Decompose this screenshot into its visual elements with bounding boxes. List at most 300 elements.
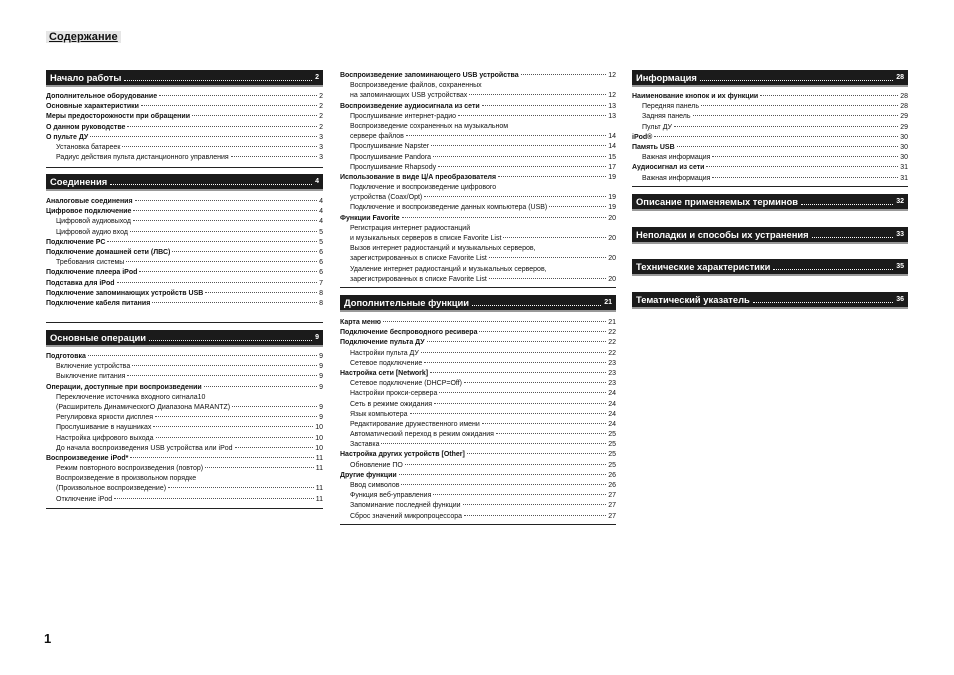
toc-entry-title: Регистрация интернет радиостанций: [350, 224, 471, 232]
toc-entry[interactable]: [46, 444, 323, 454]
section-title: Начало работы: [50, 72, 122, 83]
toc-entry-title: Прослушивание Rhapsody: [350, 163, 437, 171]
toc-entry-title: Воспроизведение iPod*: [46, 454, 129, 462]
dot-leader: [701, 105, 898, 106]
toc-entry[interactable]: [632, 92, 908, 102]
section-title: Неполадки и способы их устранения: [636, 229, 809, 240]
toc-entry-page: 10: [315, 444, 323, 452]
toc-entry[interactable]: [340, 328, 616, 338]
toc-entry-page: 27: [608, 502, 616, 510]
dot-leader: [127, 126, 317, 127]
toc-entry[interactable]: [340, 254, 616, 264]
toc-entry-title: Другие функции: [340, 471, 397, 479]
toc-entry[interactable]: [340, 91, 616, 101]
toc-entry[interactable]: [340, 244, 616, 254]
toc-entry-title: Задняя панель: [642, 113, 691, 121]
toc-entry-page: 3: [319, 133, 323, 141]
toc-entry[interactable]: [46, 112, 323, 122]
toc-entry-page: 12: [608, 72, 616, 79]
toc-entry[interactable]: [46, 197, 323, 207]
section-page: 36: [896, 296, 904, 303]
section-title: Основные операции: [50, 332, 146, 343]
dot-leader: [482, 105, 606, 106]
toc-entry-title: Подключение плеера iPod: [46, 269, 138, 277]
toc-entry[interactable]: [340, 275, 616, 285]
toc-entry-page: 9: [319, 403, 323, 411]
toc-entry-title: Отключение iPod: [56, 495, 113, 503]
toc-entry-page: 5: [319, 238, 323, 246]
toc-entry[interactable]: [340, 338, 616, 348]
section-page: 28: [896, 74, 904, 81]
toc-list-connections: [46, 197, 323, 309]
toc-entry[interactable]: [632, 163, 908, 173]
toc-entry[interactable]: [340, 71, 616, 81]
toc-entry-title: Цифровой аудио вход: [56, 228, 128, 236]
toc-entry[interactable]: [340, 81, 616, 91]
toc-entry-page: 12: [608, 92, 616, 100]
toc-entry[interactable]: [46, 372, 323, 382]
toc-entry[interactable]: [46, 92, 323, 102]
dot-leader: [153, 426, 313, 427]
dot-leader: [712, 177, 898, 178]
toc-entry-page: 10: [315, 434, 323, 442]
toc-entry-title: Функция веб-управления: [350, 492, 432, 500]
toc-entry-title: Функции Favorite: [340, 214, 400, 222]
section-basic-operations[interactable]: [46, 330, 323, 347]
toc-list-playback: [340, 71, 616, 285]
toc-entry[interactable]: [46, 352, 323, 362]
toc-entry[interactable]: [340, 461, 616, 471]
toc-entry-page: 8: [319, 299, 323, 307]
toc-entry-title: Настройка других устройств [Other]: [340, 451, 465, 459]
toc-entry-title: сервере файлов: [350, 133, 404, 141]
toc-entry-page: 27: [608, 512, 616, 520]
toc-entry-title: Подключение кабеля питания: [46, 299, 151, 307]
dot-leader: [383, 321, 606, 322]
toc-entry[interactable]: [46, 423, 323, 433]
toc-entry-title: Подключение домашней сети (ЛВС): [46, 248, 171, 256]
section-troubleshooting[interactable]: [632, 227, 908, 244]
divider: [46, 167, 323, 168]
divider: [340, 287, 616, 288]
toc-entry[interactable]: [46, 238, 323, 248]
toc-entry-page: 23: [608, 359, 616, 367]
toc-entry-title: Подготовка: [46, 353, 86, 360]
toc-entry[interactable]: [340, 183, 616, 193]
toc-entry[interactable]: [46, 153, 323, 163]
toc-entry[interactable]: [46, 434, 323, 444]
toc-entry-page: 23: [608, 369, 616, 377]
toc-entry-title: Подключение пульта ДУ: [340, 339, 425, 347]
dot-leader: [204, 386, 317, 387]
toc-entry[interactable]: [46, 464, 323, 474]
toc-entry[interactable]: [340, 142, 616, 152]
section-page: 32: [896, 198, 904, 205]
toc-entry-page: 11: [315, 465, 323, 473]
toc-entry-page: 24: [608, 420, 616, 428]
toc-entry[interactable]: [46, 299, 323, 309]
toc-entry-page: 9: [319, 363, 323, 371]
toc-entry-page: 24: [608, 390, 616, 398]
toc-entry-title: Заставка: [350, 441, 380, 449]
dot-leader: [482, 423, 606, 424]
dot-leader: [479, 331, 606, 332]
dot-leader: [401, 484, 606, 485]
toc-entry-page: 20: [608, 235, 616, 242]
toc-list-information: [632, 92, 908, 184]
toc-entry[interactable]: [340, 410, 616, 420]
toc-entry[interactable]: [632, 174, 908, 184]
toc-entry-title: Регулировка яркости дисплея: [56, 414, 154, 422]
toc-entry-title: Прослушивание Pandora: [350, 153, 432, 161]
toc-entry[interactable]: [46, 362, 323, 372]
toc-entry[interactable]: [340, 163, 616, 173]
dot-leader: [489, 278, 606, 279]
toc-entry-title: Использование в виде Ц/А преобразователя: [340, 173, 497, 181]
dot-leader: [469, 94, 606, 95]
toc-entry[interactable]: [46, 484, 323, 494]
dot-leader: [693, 115, 899, 116]
toc-entry[interactable]: [340, 420, 616, 430]
toc-entry-title: Ввод символов: [350, 482, 400, 489]
toc-entry-page: 28: [900, 103, 908, 111]
toc-entry-page: 15: [608, 153, 616, 161]
toc-entry[interactable]: [340, 430, 616, 440]
toc-entry-title: (Произвольное воспроизведение): [56, 485, 167, 493]
toc-entry[interactable]: [46, 143, 323, 153]
toc-entry[interactable]: [46, 289, 323, 299]
toc-entry-title: Переключение источника входного сигнала10: [56, 393, 206, 401]
toc-entry[interactable]: [340, 224, 616, 234]
toc-entry[interactable]: [46, 495, 323, 505]
section-page: 4: [315, 178, 319, 185]
toc-entry[interactable]: [46, 403, 323, 413]
toc-entry-page: 25: [608, 431, 616, 439]
toc-entry-title: Аудиосигнал из сети: [632, 164, 705, 172]
dot-leader: [677, 146, 899, 147]
section-title: Описание применяемых терминов: [636, 196, 799, 207]
toc-entry[interactable]: [340, 112, 616, 122]
toc-entry-page: 11: [315, 485, 323, 493]
toc-entry-page: 27: [608, 492, 616, 500]
toc-entry-title: Воспроизведение аудиосигнала из сети: [340, 102, 480, 110]
toc-entry-title: Прослушивание Napster: [350, 143, 430, 151]
toc-entry-page: 13: [608, 102, 616, 110]
toc-entry[interactable]: [340, 379, 616, 389]
dot-leader: [463, 504, 607, 505]
toc-entry[interactable]: [340, 491, 616, 501]
dot-leader: [88, 355, 317, 356]
toc-entry[interactable]: [340, 318, 616, 328]
toc-entry-title: Подключение беспроводного ресивера: [340, 329, 478, 337]
dot-leader: [117, 282, 318, 283]
dot-leader: [156, 437, 314, 438]
dot-leader: [489, 257, 606, 258]
toc-entry[interactable]: [340, 369, 616, 379]
dot-leader: [141, 105, 317, 106]
dot-leader: [405, 464, 606, 465]
toc-entry-title: Операции, доступные при воспроизведении: [46, 383, 202, 391]
toc-entry[interactable]: [340, 122, 616, 132]
section-title: Дополнительные функции: [344, 297, 470, 308]
toc-entry[interactable]: [340, 359, 616, 369]
toc-entry-page: 24: [608, 400, 616, 408]
dot-leader: [122, 146, 317, 147]
dot-leader: [192, 115, 317, 116]
toc-entry-page: 3: [319, 143, 323, 151]
toc-entry-title: Требования системы: [56, 259, 125, 267]
toc-entry[interactable]: [46, 454, 323, 464]
toc-entry[interactable]: [632, 123, 908, 133]
toc-entry-title: Настройки пульта ДУ: [350, 349, 419, 357]
toc-entry-title: зарегистрированных в списке Favorite List: [350, 255, 487, 263]
toc-entry[interactable]: [340, 102, 616, 112]
toc-entry[interactable]: [340, 481, 616, 491]
toc-entry-page: 26: [608, 482, 616, 489]
toc-entry[interactable]: [46, 268, 323, 278]
toc-entry-title: Подключение запоминающих устройств USB: [46, 289, 204, 297]
toc-entry-page: 4: [319, 218, 323, 226]
section-connections[interactable]: [46, 174, 323, 191]
toc-entry[interactable]: [340, 450, 616, 460]
dot-leader: [402, 217, 607, 218]
dot-leader: [381, 443, 606, 444]
toc-entry[interactable]: [46, 228, 323, 238]
section-title: Тематический указатель: [636, 294, 750, 305]
dot-leader: [135, 200, 318, 201]
dot-leader: [467, 453, 606, 454]
toc-entry-page: 5: [319, 228, 323, 236]
toc-entry-page: 6: [319, 248, 323, 256]
toc-entry[interactable]: [632, 133, 908, 143]
toc-entry-title: Важная информация: [642, 174, 711, 182]
toc-entry-page: 8: [319, 289, 323, 297]
dot-leader: [133, 220, 317, 221]
toc-entry-page: 2: [319, 113, 323, 121]
toc-entry-page: 9: [319, 353, 323, 360]
dot-leader: [430, 372, 606, 373]
toc-entry[interactable]: [340, 265, 616, 275]
toc-entry-page: 2: [319, 93, 323, 100]
section-glossary[interactable]: [632, 194, 908, 211]
toc-entry-title: Передняя панель: [642, 103, 699, 111]
toc-entry[interactable]: [46, 258, 323, 268]
dot-leader: [498, 176, 606, 177]
section-getting-started[interactable]: [46, 70, 323, 87]
dot-leader: [107, 241, 317, 242]
toc-entry-page: 22: [608, 339, 616, 347]
toc-entry-title: Язык компьютера: [350, 410, 408, 418]
toc-entry-page: 17: [608, 163, 616, 171]
toc-entry-page: 19: [608, 204, 616, 212]
section-title: Технические характеристики: [636, 261, 771, 272]
toc-entry[interactable]: [46, 133, 323, 143]
toc-entry-page: 19: [608, 173, 616, 181]
dot-leader: [712, 156, 898, 157]
dot-leader: [464, 515, 606, 516]
dot-leader: [127, 375, 317, 376]
dot-leader: [760, 95, 898, 96]
toc-entry-title: устройства (Coax/Opt): [350, 194, 423, 202]
toc-entry-title: Память USB: [632, 143, 675, 151]
toc-entry[interactable]: [632, 102, 908, 112]
dot-leader: [235, 447, 314, 448]
dot-leader: [424, 362, 606, 363]
section-additional-functions[interactable]: [340, 295, 616, 312]
toc-entry[interactable]: [340, 193, 616, 203]
dot-leader: [205, 292, 317, 293]
toc-entry-title: Аналоговые соединения: [46, 198, 133, 205]
section-page: 35: [896, 263, 904, 270]
dot-leader: [427, 341, 607, 342]
dot-leader: [231, 156, 317, 157]
dot-leader: [159, 95, 317, 96]
toc-entry-page: 22: [608, 329, 616, 337]
section-title: Информация: [636, 72, 697, 83]
toc-entry-page: 24: [608, 410, 616, 418]
toc-entry[interactable]: [340, 471, 616, 481]
toc-entry-page: 7: [319, 279, 323, 287]
toc-entry-title: Сетевое подключение: [350, 359, 423, 367]
dot-leader: [706, 166, 898, 167]
toc-entry[interactable]: [340, 203, 616, 213]
toc-entry-page: 30: [900, 133, 908, 141]
toc-entry-title: зарегистрированных в списке Favorite List: [350, 275, 487, 283]
dot-leader: [132, 365, 317, 366]
toc-entry-page: 11: [315, 454, 323, 462]
dot-leader: [90, 136, 317, 137]
section-information[interactable]: [632, 70, 908, 87]
dot-leader: [458, 115, 606, 116]
dot-leader: [130, 457, 313, 458]
toc-entry-page: 6: [319, 259, 323, 267]
toc-entry-title: О данном руководстве: [46, 123, 126, 131]
toc-entry-page: 10: [315, 424, 323, 432]
toc-entry-page: 29: [900, 113, 908, 121]
dot-leader: [399, 474, 607, 475]
toc-entry[interactable]: [340, 440, 616, 450]
toc-entry-title: Воспроизведение в произвольном порядке: [56, 475, 197, 483]
dot-leader: [433, 494, 606, 495]
toc-entry[interactable]: [340, 349, 616, 359]
dot-leader: [232, 406, 317, 407]
toc-entry-title: Вызов интернет радиостанций и музыкальных серверов,: [350, 245, 536, 253]
dot-leader: [130, 231, 317, 232]
section-page: 2: [315, 74, 319, 81]
toc-entry[interactable]: [46, 207, 323, 217]
toc-entry-page: 20: [608, 214, 616, 222]
toc-entry-title: Воспроизведение сохраненных на музыкальном: [350, 122, 509, 130]
toc-entry[interactable]: [46, 383, 323, 393]
dot-leader: [126, 261, 317, 262]
toc-entry-title: Выключение питания: [56, 373, 126, 381]
toc-entry-page: 6: [319, 269, 323, 277]
toc-entry[interactable]: [340, 153, 616, 163]
dot-leader: [549, 206, 606, 207]
dot-leader: [503, 237, 606, 238]
section-index[interactable]: [632, 292, 908, 309]
toc-entry[interactable]: [340, 214, 616, 224]
toc-entry[interactable]: [46, 413, 323, 423]
toc-entry[interactable]: [46, 393, 323, 403]
toc-entry-title: Настройка цифрового выхода: [56, 434, 154, 442]
dot-leader: [654, 136, 898, 137]
toc-entry-title: Воспроизведение файлов, сохраненных: [350, 82, 482, 90]
dot-leader: [168, 487, 314, 488]
page-number: 1: [44, 631, 52, 646]
toc-entry-page: 4: [319, 208, 323, 216]
section-page: 33: [896, 231, 904, 238]
toc-entry-page: 4: [319, 198, 323, 205]
toc-entry-title: Автоматический переход в режим ожидания: [350, 431, 494, 439]
toc-entry[interactable]: [340, 132, 616, 142]
toc-entry-title: Сеть в режиме ожидания: [350, 400, 433, 408]
toc-entry[interactable]: [340, 389, 616, 399]
divider: [340, 524, 616, 525]
toc-entry[interactable]: [340, 501, 616, 511]
toc-entry-page: 14: [608, 133, 616, 141]
toc-entry[interactable]: [632, 112, 908, 122]
toc-entry-title: Карта меню: [340, 319, 381, 326]
dot-leader: [424, 196, 606, 197]
toc-entry[interactable]: [632, 153, 908, 163]
toc-entry[interactable]: [46, 123, 323, 133]
toc-entry[interactable]: [46, 217, 323, 227]
section-specifications[interactable]: [632, 259, 908, 276]
toc-entry[interactable]: [340, 400, 616, 410]
toc-entry[interactable]: [46, 248, 323, 258]
toc-entry-page: 2: [319, 123, 323, 131]
toc-entry-page: 19: [608, 194, 616, 202]
dot-leader: [521, 74, 607, 75]
divider: [46, 508, 323, 509]
toc-entry[interactable]: [340, 234, 616, 244]
toc-entry-page: 3: [319, 154, 323, 162]
toc-entry[interactable]: [632, 143, 908, 153]
toc-entry-page: 14: [608, 143, 616, 151]
toc-entry-page: 30: [900, 154, 908, 162]
toc-entry-title: Цифровой аудиовыход: [56, 218, 131, 226]
dot-leader: [421, 352, 606, 353]
toc-entry-page: 30: [900, 143, 908, 151]
toc-entry-title: Подключение PC: [46, 238, 106, 246]
toc-entry[interactable]: [46, 474, 323, 484]
toc-entry-title: Удаление интернет радиостанций и музыкальных серверов,: [350, 265, 547, 273]
page-title: Содержание: [46, 31, 121, 43]
dot-leader: [155, 416, 317, 417]
toc-entry-title: Важная информация: [642, 154, 711, 162]
section-page: 9: [315, 334, 319, 341]
toc-entry[interactable]: [46, 102, 323, 112]
section-page: 21: [604, 299, 612, 306]
toc-entry-page: 31: [900, 174, 908, 182]
toc-entry-title: и музыкальных серверов в списке Favorite List: [350, 235, 502, 242]
toc-entry-title: Прослушивание в наушниках: [56, 424, 152, 432]
toc-entry-title: Подключение и воспроизведение данных компьютера (USB): [350, 204, 548, 212]
section-title: Соединения: [50, 176, 108, 187]
toc-entry-title: Режим повторного воспроизведения (повтор): [56, 465, 204, 473]
toc-entry-page: 11: [315, 495, 323, 503]
toc-entry-page: 13: [608, 112, 616, 120]
toc-entry-page: 23: [608, 380, 616, 388]
toc-entry-page: 20: [608, 275, 616, 283]
toc-entry-title: (Расширитель ДинамическогО Диапазона MARANTZ): [56, 403, 231, 411]
dot-leader: [438, 166, 606, 167]
toc-entry[interactable]: [340, 512, 616, 522]
toc-entry-title: Настройка сети [Network]: [340, 369, 429, 377]
toc-entry[interactable]: [340, 173, 616, 183]
toc-entry[interactable]: [46, 279, 323, 289]
